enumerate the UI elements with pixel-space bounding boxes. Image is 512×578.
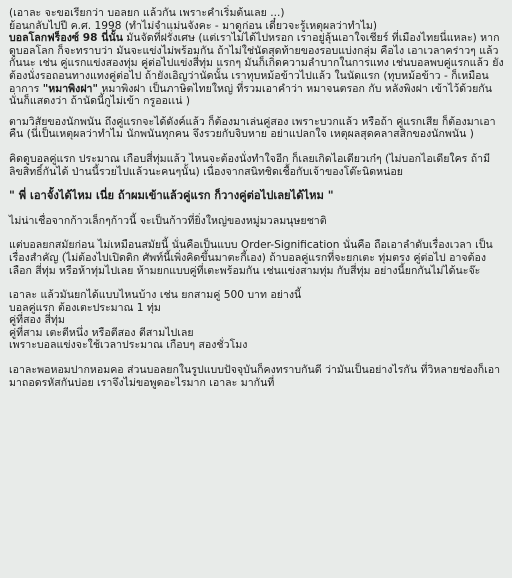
history-bold-lead: บอลโลกฟร็องซ์ 98 นี่นั้น <box>9 32 123 45</box>
ending-paragraph: เอาละพอหอมปากหอมคอ ส่วนบอลยกในรูปแบบปัจจุบันก็คงทราบกันดี ว่ามันเป็นอย่างไรกัน ที่วิหลายช่องก็เอามาถอดรหัสกันบ่อย เราจึงไม่ขอพูดอะไรมาก เอาละ มากันที่ <box>9 364 501 389</box>
history-tail: หมาพิงฝา เป็นภาษิตไทยใหญ่ ที่รวมเอาคำว่า หมาจนตรอก กับ หลังพิงฝา เข้าไว้ด้วยกัน นั่นก็แสดงว่า ถ้านัดนี้กูไม่เข้า กรูออเเน่ ) <box>9 82 492 108</box>
example-block <box>9 289 504 352</box>
history-text: มันจัดที่ฝรั่งเศษ (แต่เราไม่ได้ไปหรอก เราอยู่ลุ้นเอาใจเชียร์ ที่เมืองไทยนี่แหละ) หากดูบอลโลก ก็จะทราบว่า มันจะแข่งไม่พร้อมกัน ถ้าไม่ใช่นัดสุดท้ายของรอบแบ่งกลุ่ม คือไง เอาเวลาคร่าวๆ แล้วกันนะ เช่น คู่แรกแข่งสองทุ่ม คู่ต่อไปแข่งสี่ทุ่ม แรกๆ มันก็เกิดความลำบากในการแทง เช่นบอลพบคู่แรกแล้ว ยังต้องนั่งรอถอนทางแทงคู่ต่อไป ถ้ายังเอิญว่านัดนั้น เราทุบหม้อข้าวไปแล้ว ในนัดแรก (ทุบหม้อข้าว - ก็เหมือนอาการ <box>9 32 504 95</box>
example-line: คู่ที่สาม เตะตีหนึ่ง หรือตีสอง ตีสามไปเลย <box>9 326 194 339</box>
example-line: เพราะบอลแข่งจะใช้เวลาประมาณ เกือบๆ สองชั่วโมง <box>9 339 248 352</box>
history-line-1: ย้อนกลับไปปี ค.ศ. 1998 (ทำไม่จำแม่นจังคะ - มาดูก่อน เดี๋ยวจะรู้เหตุผลว่าทำไม) <box>9 19 378 32</box>
example-line: บอลคู่แรก ต้องเตะประมาณ 1 ทุ่ม <box>9 301 161 314</box>
headline-quote: " พี่ เอาจั้งได้ไหม เนี่ย ถ้าผมเข้าแล้วคู่แรก ก็วางคู่ต่อไปเลยได้ไหม " <box>9 189 334 203</box>
intro-line: (เอาละ จะขอเรียกว่า บอลยก แล้วกัน เพราะคำเริ่มต้นเลย ...) <box>9 7 285 19</box>
order-paragraph: แต่บอลยกสมัยก่อน ไม่เหมือนสมัยนี้ นั่นคือเป็นแบบ Order-Signification นั่นคือ ถือเอาลำดับเรื่องเวลา เป็นเรื่องสำคัญ (ไม่ต้องไปเปิดดิก ศัพท์นี้เพิ่งคิดขึ้นมาตะกี้เอง) ถ้าบอลคู่แรกที่จะยกเตะ ทุ่มตรง คู่ต่อไป อาจต้องเลือก สี่ทุ่ม หรือห้าทุ่มไปเลย ห้ามยกแบบคู่ที่เตะพร้อมกัน เช่นแข่งสามทุ่ม กับสี่ทุ่ม อย่างนี้ยกกันไม่ได้นะจ๊ะ <box>9 239 493 277</box>
intro-paragraph <box>9 7 504 108</box>
unexpected-paragraph: ไม่น่าเชื่อจากก้าวเล็กๆก้าวนี้ จะเป็นก้าวที่ยิ่งใหญ่ของหมู่มวลมนุษยชาติ <box>9 214 327 227</box>
example-line: คู่ที่สอง สี่ทุ่ม <box>9 314 65 327</box>
think-paragraph: คิดดูบอลคู่แรก ประมาณ เกือบสี่ทุ่มแล้ว ไหนจะต้องนั่งทำใจอีก ก็เลยเกิดไอเดียวเก๋ๆ (ไม่บอกไอเดียใคร ถ้ามีลิขสิทธิ์กันได้ ป่านนี้รวยไปแล้วนะคนๆนั้น) เนื่องจากสนิทชิดเชื้อกับเจ้าของโต๊ะนิดหน่อย <box>9 152 491 178</box>
example-line: เอาละ แล้วมันยกได้แบบไหนบ้าง เช่น ยกสามคู่ 500 บาท อย่างนี้ <box>9 289 302 302</box>
history-quote: "หมาพิงฝา" <box>42 82 98 95</box>
gambler-paragraph: ตามวิสัยของนักพนัน ถึงคู่แรกจะได้ดังค์แล้ว ก็ต้องมาเล่นคู่สอง เพราะบวกแล้ว หรือถ้า คู่แรกเสีย ก็ต้องมาเอาคืน (นี่เป็นเหตุผลว่าทำไม นักพนันทุกคน จึงรวยกับจิบหาย อย่าแปลกใจ เหตุผลสุดคลาสสิกของนักพนัน ) <box>9 115 496 141</box>
